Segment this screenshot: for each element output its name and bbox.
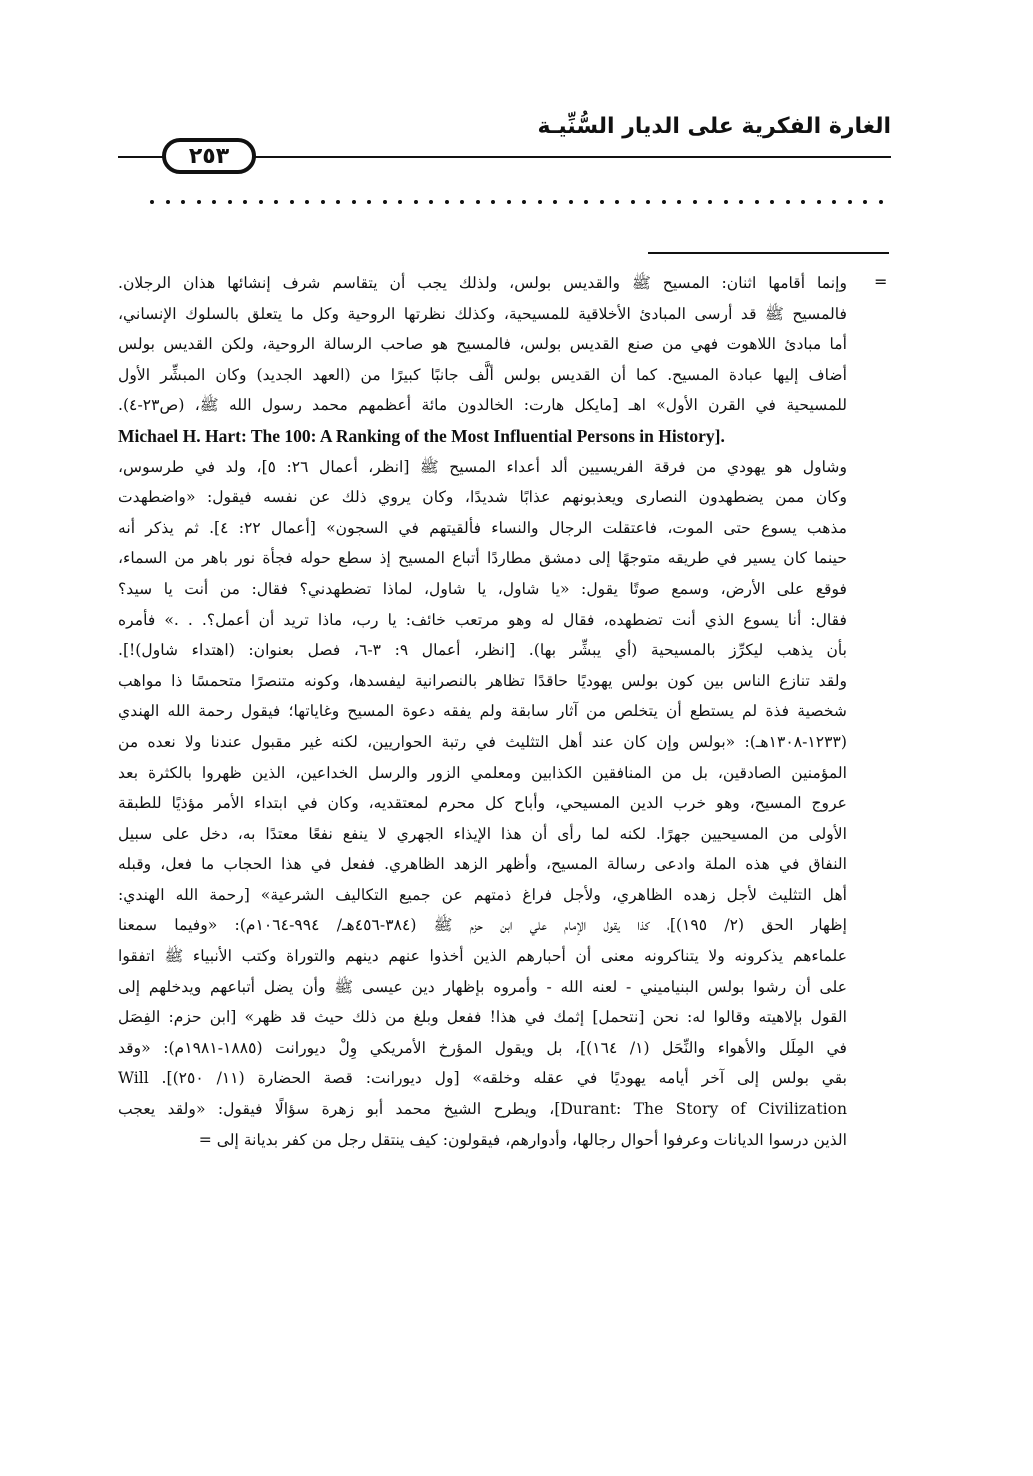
text-line: فالمسيح ﷺ قد أرسى المبادئ الأخلاقية للمسيحية، وكذلك نظرتها الروحية وكل ما يتعلق بالسلوك الإنساني، <box>118 304 847 323</box>
text-line: للمسيحية في القرن الأول» اهـ [مايكل هارت: الخالدون مائة أعظمهم محمد رسول الله ﷺ، (ص٢٣-٤). <box>118 396 847 415</box>
text-line: ولقد تنازع الناس بين كون بولس يهوديًا حاقدًا تظاهر بالنصرانية ليفسدها، وكونه متنصرًا متحمسًا ذا مواهب <box>118 671 847 690</box>
text-line: وشاول هو يهودي من فرقة الفريسيين ألد أعداء المسيح ﷺ [انظر، أعمال ٢٦: ٥]، ولد في طرسوس، <box>118 457 847 476</box>
text-line: (١٢٣٣-١٣٠٨هـ): «بولس وإن كان عند أهل التثليث في رتبة الحواريين، لكنه غير مقبول عندنا ولا نعده من <box>118 732 847 751</box>
running-header-title: الغارة الفكرية على الديار السُّنِّيـة <box>537 114 891 139</box>
text-line: فوقع على الأرض، وسمع صوتًا يقول: «يا شاول، يا شاول، لماذا تضطهدني؟ فقال: من أنت يا سيد؟ <box>118 579 847 598</box>
text-line: عروج المسيح، وهو خرب الدين المسيحي، وأباح كل محرم لمعتقديه، وكان في ابتداء الأمر مؤذيًا للطبقة <box>118 794 847 813</box>
text-line: وإنما أقامها اثنان: المسيح ﷺ والقديس بولس، ولذلك يجب أن يتقاسم شرف إنشائها هذان الرجلان. <box>118 274 847 292</box>
text-line: شخصية فذة لم يستطع أن يتخلص من آثار سابقة ولم يفقه دعوة المسيح وغاياتها؛ فيقول رحمة الله الهندي <box>118 702 847 721</box>
text-line: فقال: أنا يسوع الذي أنت تضطهده، فقال له وهو مرتعب خائف: يا رب، ماذا تريد أن أعمل؟. . .» فأمره <box>118 610 847 629</box>
text-line-latin: Michael H. Hart: The 100: A Ranking of the Most Influential Persons in History]. <box>118 425 725 446</box>
text-line: حينما كان يسير في طريقه متوجهًا إلى دمشق مطاردًا أتباع المسيح إذ سطع حوله فجأة نور باهر من السماء، <box>118 549 847 568</box>
text-line: علماءهم يذكرونه ولا يتناكرونه معنى أن أحبارهم الذين أخذوا عنهم دينهم والتوراة وكتب الأنبياء ﷺ اتفقوا <box>118 947 847 966</box>
page-number-badge: ٢٥٣ <box>162 138 256 174</box>
text-line: النفاق في هذه الملة وادعى رسالة المسيح، وأظهر الزهد الظاهري. ففعل في هذا الحجاب ما فعل، وقبله <box>118 855 847 874</box>
text-line: وكان ممن يضطهدون النصارى ويعذبونهم عذابًا شديدًا، وكان يروي ذلك عن نفسه فيقول: «واضطهدت <box>118 488 847 507</box>
text-line: بأن يذهب ليكرِّز بالمسيحية (أي يبشِّر بها). [انظر، أعمال ٩: ٣-٦، فصل بعنوان: (اهتداء شاول)!]. <box>118 641 847 660</box>
dotted-separator <box>150 200 883 220</box>
text-line: أهل التثليث لأجل زهده الظاهري، ولأجل فراغ ذمتهم عن جميع التكاليف الشرعية» [رحمة الله الهندي: <box>118 885 847 904</box>
footnote-text <box>118 268 847 1155</box>
text-line: القول بإلاهيته وقالوا له: نحن [نتحمل] إثمك في هذا! ففعل وبلغ من ذلك حيث قد ظهر» [ابن حزم: الفِصَل <box>118 1008 847 1027</box>
text-line: الأولى من المسيحيين جهرًا. لكنه لما رأى أن هذا الإيذاء الجهري لا ينفع نفعًا معتدًا به، دخل على سبيل <box>118 824 847 843</box>
text-line: أما مبادئ اللاهوت فهي من صنع القديس بولس، فالمسيح هو صاحب الرسالة الروحية، ولكن القديس بولس <box>118 335 847 354</box>
text-line: في المِلَل والأهواء والنِّحَل (١/ ١٦٤)]، بل ويقول المؤرخ الأمريكي وِلْ ديورانت (١٨٨٥-١٩٨١م): «وقد <box>118 1038 847 1057</box>
text-line: على أن رشوا بولس البنياميني - لعنه الله - وأمروه بإظهار دين عيسى ﷺ وأن يضل أتباعهم ويدخلهم إلى <box>118 977 847 996</box>
text-line: بقي بولس إلى آخر أيامه يهوديًا في عقله وخلقه» [ول ديورانت: قصة الحضارة (١١/ ٢٥٠)]. Will <box>118 1069 847 1088</box>
text-line: مذهب يسوع حتى الموت، فاعتقلت الرجال والنساء فألقيتهم في السجون» [أعمال ٢٢: ٤]. ثم يذكر أنه <box>118 518 847 537</box>
footnote-rule <box>648 252 889 254</box>
text-line: الذين درسوا الديانات وعرفوا أحوال رجالها، وأدوارهم، فيقولون: كيف ينتقل رجل من كفر بديانة إلى = <box>198 1130 847 1149</box>
text-line: إظهار الحق (٢/ ١٩٥)]، كذا يقول الإمام علي ابن حزم ﷺ (٣٨٤-٤٥٦هـ/ ٩٩٤-١٠٦٤م): «وفيما سمعنا <box>118 916 847 935</box>
footnote-continuation-marker: = <box>874 272 888 291</box>
text-line: أضاف إليها عبادة المسيح. كما أن القديس بولس ألَّف جانبًا كبيرًا من (العهد الجديد) وكان المبشِّر الأول <box>118 365 847 384</box>
text-line: Durant: The Story of Civilization]، ويطرح الشيخ محمد أبو زهرة سؤالًا فيقول: «ولقد يعجب <box>118 1100 847 1119</box>
text-line: المؤمنين الصادقين، بل من المنافقين الكذابين ومعلمي الزور والرسل الخداعين، الذين ظهروا بالكثرة بعد <box>118 763 847 782</box>
